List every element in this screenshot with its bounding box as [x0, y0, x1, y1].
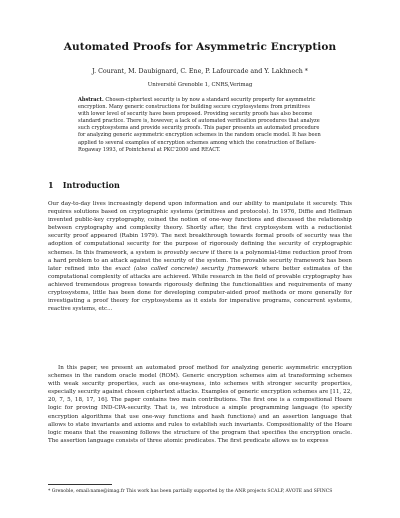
- affiliation: Université Grenoble 1, CNRS,Verimag: [147, 82, 253, 88]
- author-list: J. Courant, M. Daubignard, C. Ene, P. Lafourcade and Y. Lakhnech *: [92, 68, 308, 75]
- section-title: Introduction: [62, 180, 120, 190]
- intro-paragraph-1: [48, 200, 352, 313]
- paper-title: Automated Proofs for Asymmetric Encryption: [63, 41, 337, 53]
- intro-paragraph-2: In this paper, we present an automated proof method for analyzing generic asymmetric encryption schemes in the random oracle model (ROM). Generic encryption schemes aim at transforming schemes with weak security properties, such as one-wayness, into schemes with stronger security properties, especially security against chosen ciphertext attacks. Examples of generic encryption schemes are [11, 22, 20, 7, 5, 18, 17, 16]. The paper contains two main contributions. The first one is a compositional Hoare logic for proving IND-CPA-security. That is, we introduce a simple programming language (to specify encryption algorithms that use one-way functions and hash functions) and an assertion language that allows to state invariants and axioms and rules to establish such invariants. Compositionality of the Hoare logic means that the reasoning follows the structure of the program that specifies the encryption oracle. The assertion language consists of three atomic predicates. The first predicate allows us to express: [48, 365, 352, 444]
- footnote-rule: [48, 484, 112, 485]
- para1-text-b: if there is a polynomial-time reduction proof from a hard problem to an attack against the security of the system. The provable security framework has been later refined into the: [48, 249, 352, 272]
- abstract-text: Chosen-ciphertext security is by now a standard security property for asymmetric encryption. Many generic constructions for building secure cryptosystems from primitives with lower level of security have been proposed. Providing security proofs has also become standard practice. There is, however, a lack of automated verification procedures that analyze such cryptosystems and provide security proofs. This paper presents an automated procedure for analyzing generic asymmetric encryption schemes in the random oracle model. It has been applied to several examples of encryption schemes among which the construction of Bellare-Rogaway 1993, of Pointcheval at PKC'2000 and REACT.: [78, 97, 321, 153]
- section-heading: [48, 180, 120, 190]
- abstract: [78, 97, 322, 154]
- para1-emphasis-1: provably secure: [163, 249, 209, 256]
- footnote: * Grenoble, email:name@imag.fr This work has been partially supported by the ANR projects SCALP, AVOTE and SFINCS: [48, 489, 333, 494]
- para1-emphasis-2: exact (also called concrete) security framework: [115, 265, 259, 272]
- para1-text-c: where better estimates of the computational complexity of attacks are achieved. While research in the field of provable cryptography has achieved tremendous progress towards rigorously defining the functionalities and requirements of many cryptosystems, little has been done for developing computer-aided proof methods or more generally for investigating a proof theory for cryptosystems as it exists for imperative programs, concurrent systems, reactive systems, etc...: [48, 265, 352, 313]
- section-number: 1: [48, 180, 54, 190]
- abstract-label: Abstract.: [78, 97, 104, 103]
- para1-text-a: Our day-to-day lives increasingly depend upon information and our ability to manipulate it securely. This requires solutions based on cryptographic systems (primitives and protocols). In 1976, Diffie and Hellman invented public-key cryptography, coined the notion of one-way functions and discussed the relationship between cryptography and complexity theory. Shortly after, the first cryptosystem with a reductionist security proof appeared (Rabin 1979). The next breakthrough towards formal proofs of security was the adoption of computational security for the purpose of rigorously defining the security of cryptographic schemes. In this framework, a system is: [48, 201, 352, 256]
